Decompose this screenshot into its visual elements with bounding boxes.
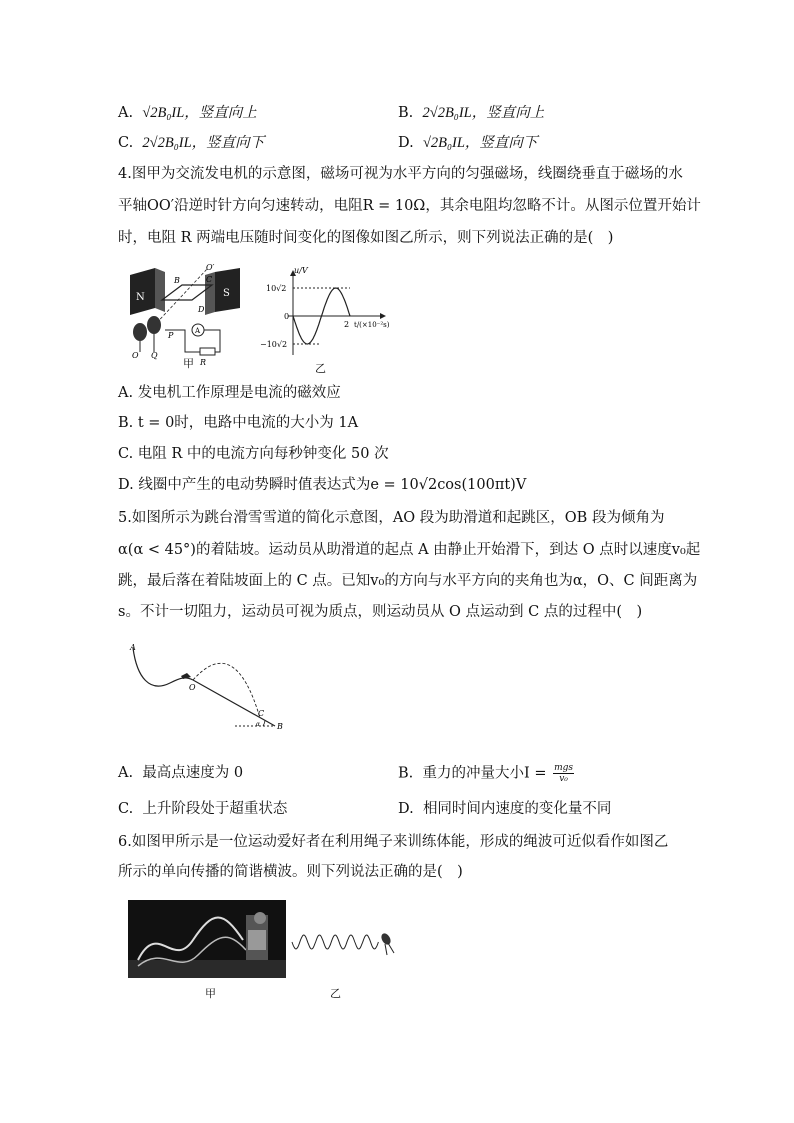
q3-option-a: A. √2B₀IL，竖直向上 (118, 105, 257, 121)
rope-training-photo (128, 900, 286, 978)
y-axis-label: u/V (294, 266, 308, 275)
q3-option-b: B. 2√2B₀IL，竖直向上 (398, 105, 545, 121)
fig6-yi-caption: 乙 (330, 987, 341, 1000)
q6-stem-line-1: 6.如图甲所示是一位运动爱好者在利用绳子来训练体能，形成的绳波可近似看作如图乙 (118, 834, 669, 850)
axis-o-label: O (132, 351, 139, 360)
ammeter-label: A (195, 327, 201, 335)
impulse-fraction: mgs v₀ (554, 763, 574, 784)
q5-stem-line-3: 跳，最后落在着陆坡面上的 C 点。已知v₀的方向与水平方向的夹角也为α，O、C 间距离为 (118, 573, 698, 589)
q4-stem-line-1: 4.图甲为交流发电机的示意图，磁场可视为水平方向的匀强磁场，线圈绕垂直于磁场的水 (118, 166, 683, 182)
magnet-n-label: N (136, 292, 145, 303)
brush-p-label: P (168, 331, 174, 340)
wave-curve (292, 935, 378, 949)
q4-option-d: D. 线圈中产生的电动势瞬时值表达式为e = 10√2cos(100πt)V (118, 477, 527, 493)
x-tick-2: 2 (344, 320, 350, 329)
fig6-jia-caption: 甲 (205, 987, 216, 1000)
y-tick-bottom: −10√2 (260, 340, 288, 349)
resistor-r-label: R (200, 358, 207, 367)
angle-alpha-label: α (256, 721, 261, 728)
axis-o-prime-label: O′ (206, 263, 215, 272)
fig-yi-caption: 乙 (315, 362, 326, 375)
q5-option-b: B. 重力的冲量大小I = mgs v₀ (398, 763, 574, 784)
q4-option-b: B. t = 0时，电路中电流的大小为 1A (118, 415, 359, 431)
voltage-time-graph (258, 265, 398, 365)
coil-d-label: D (198, 305, 205, 314)
fig-jia-caption: 甲 (183, 357, 194, 370)
point-c-label: C (258, 709, 265, 718)
y-tick-zero: 0 (284, 312, 290, 321)
x-axis-label: t/(×10⁻²s) (354, 321, 390, 329)
point-b-label: B (277, 722, 283, 731)
coil-c-label: C (206, 275, 213, 284)
q5-stem-line-4: s。不计一切阻力，运动员可视为质点，则运动员从 O 点运动到 C 点的过程中( ) (118, 604, 643, 620)
brush-q-label: Q (151, 351, 158, 360)
point-o-label: O (189, 683, 196, 692)
q4-stem-line-2: 平轴OO′沿逆时针方向匀速转动，电阻R = 10Ω，其余电阻均忽略不计。从图示位置开始计 (118, 198, 701, 214)
q5-option-a: A. 最高点速度为 0 (118, 765, 244, 781)
q4-option-c: C. 电阻 R 中的电流方向每秒钟变化 50 次 (118, 446, 389, 462)
coil-b-label: B (174, 276, 180, 285)
point-a-label: A (130, 643, 136, 652)
q3-option-d: D. √2B₀IL，竖直向下 (398, 135, 538, 151)
y-tick-top: 10√2 (266, 284, 287, 293)
q6-stem-line-2: 所示的单向传播的简谐横波。则下列说法正确的是( ) (118, 864, 463, 880)
magnet-s-label: S (223, 288, 230, 299)
transverse-wave-diagram (290, 925, 400, 960)
q5-stem-line-2: α(α < 45°)的着陆坡。运动员从助滑道的起点 A 由静止开始滑下，到达 O 点时以速度v₀起 (118, 542, 701, 558)
ski-jump-diagram (125, 638, 295, 738)
q4-option-a: A. 发电机工作原理是电流的磁效应 (118, 385, 341, 401)
q4-stem-line-3: 时，电阻 R 两端电压随时间变化的图像如图乙所示，则下列说法正确的是( ) (118, 230, 614, 246)
q5-option-d: D. 相同时间内速度的变化量不同 (398, 801, 612, 817)
q5-option-c: C. 上升阶段处于超重状态 (118, 801, 288, 817)
q3-option-c: C. 2√2B₀IL，竖直向下 (118, 135, 265, 151)
q5-stem-line-1: 5.如图所示为跳台滑雪雪道的简化示意图，AO 段为助滑道和起跳区，OB 段为倾角为 (118, 510, 665, 526)
